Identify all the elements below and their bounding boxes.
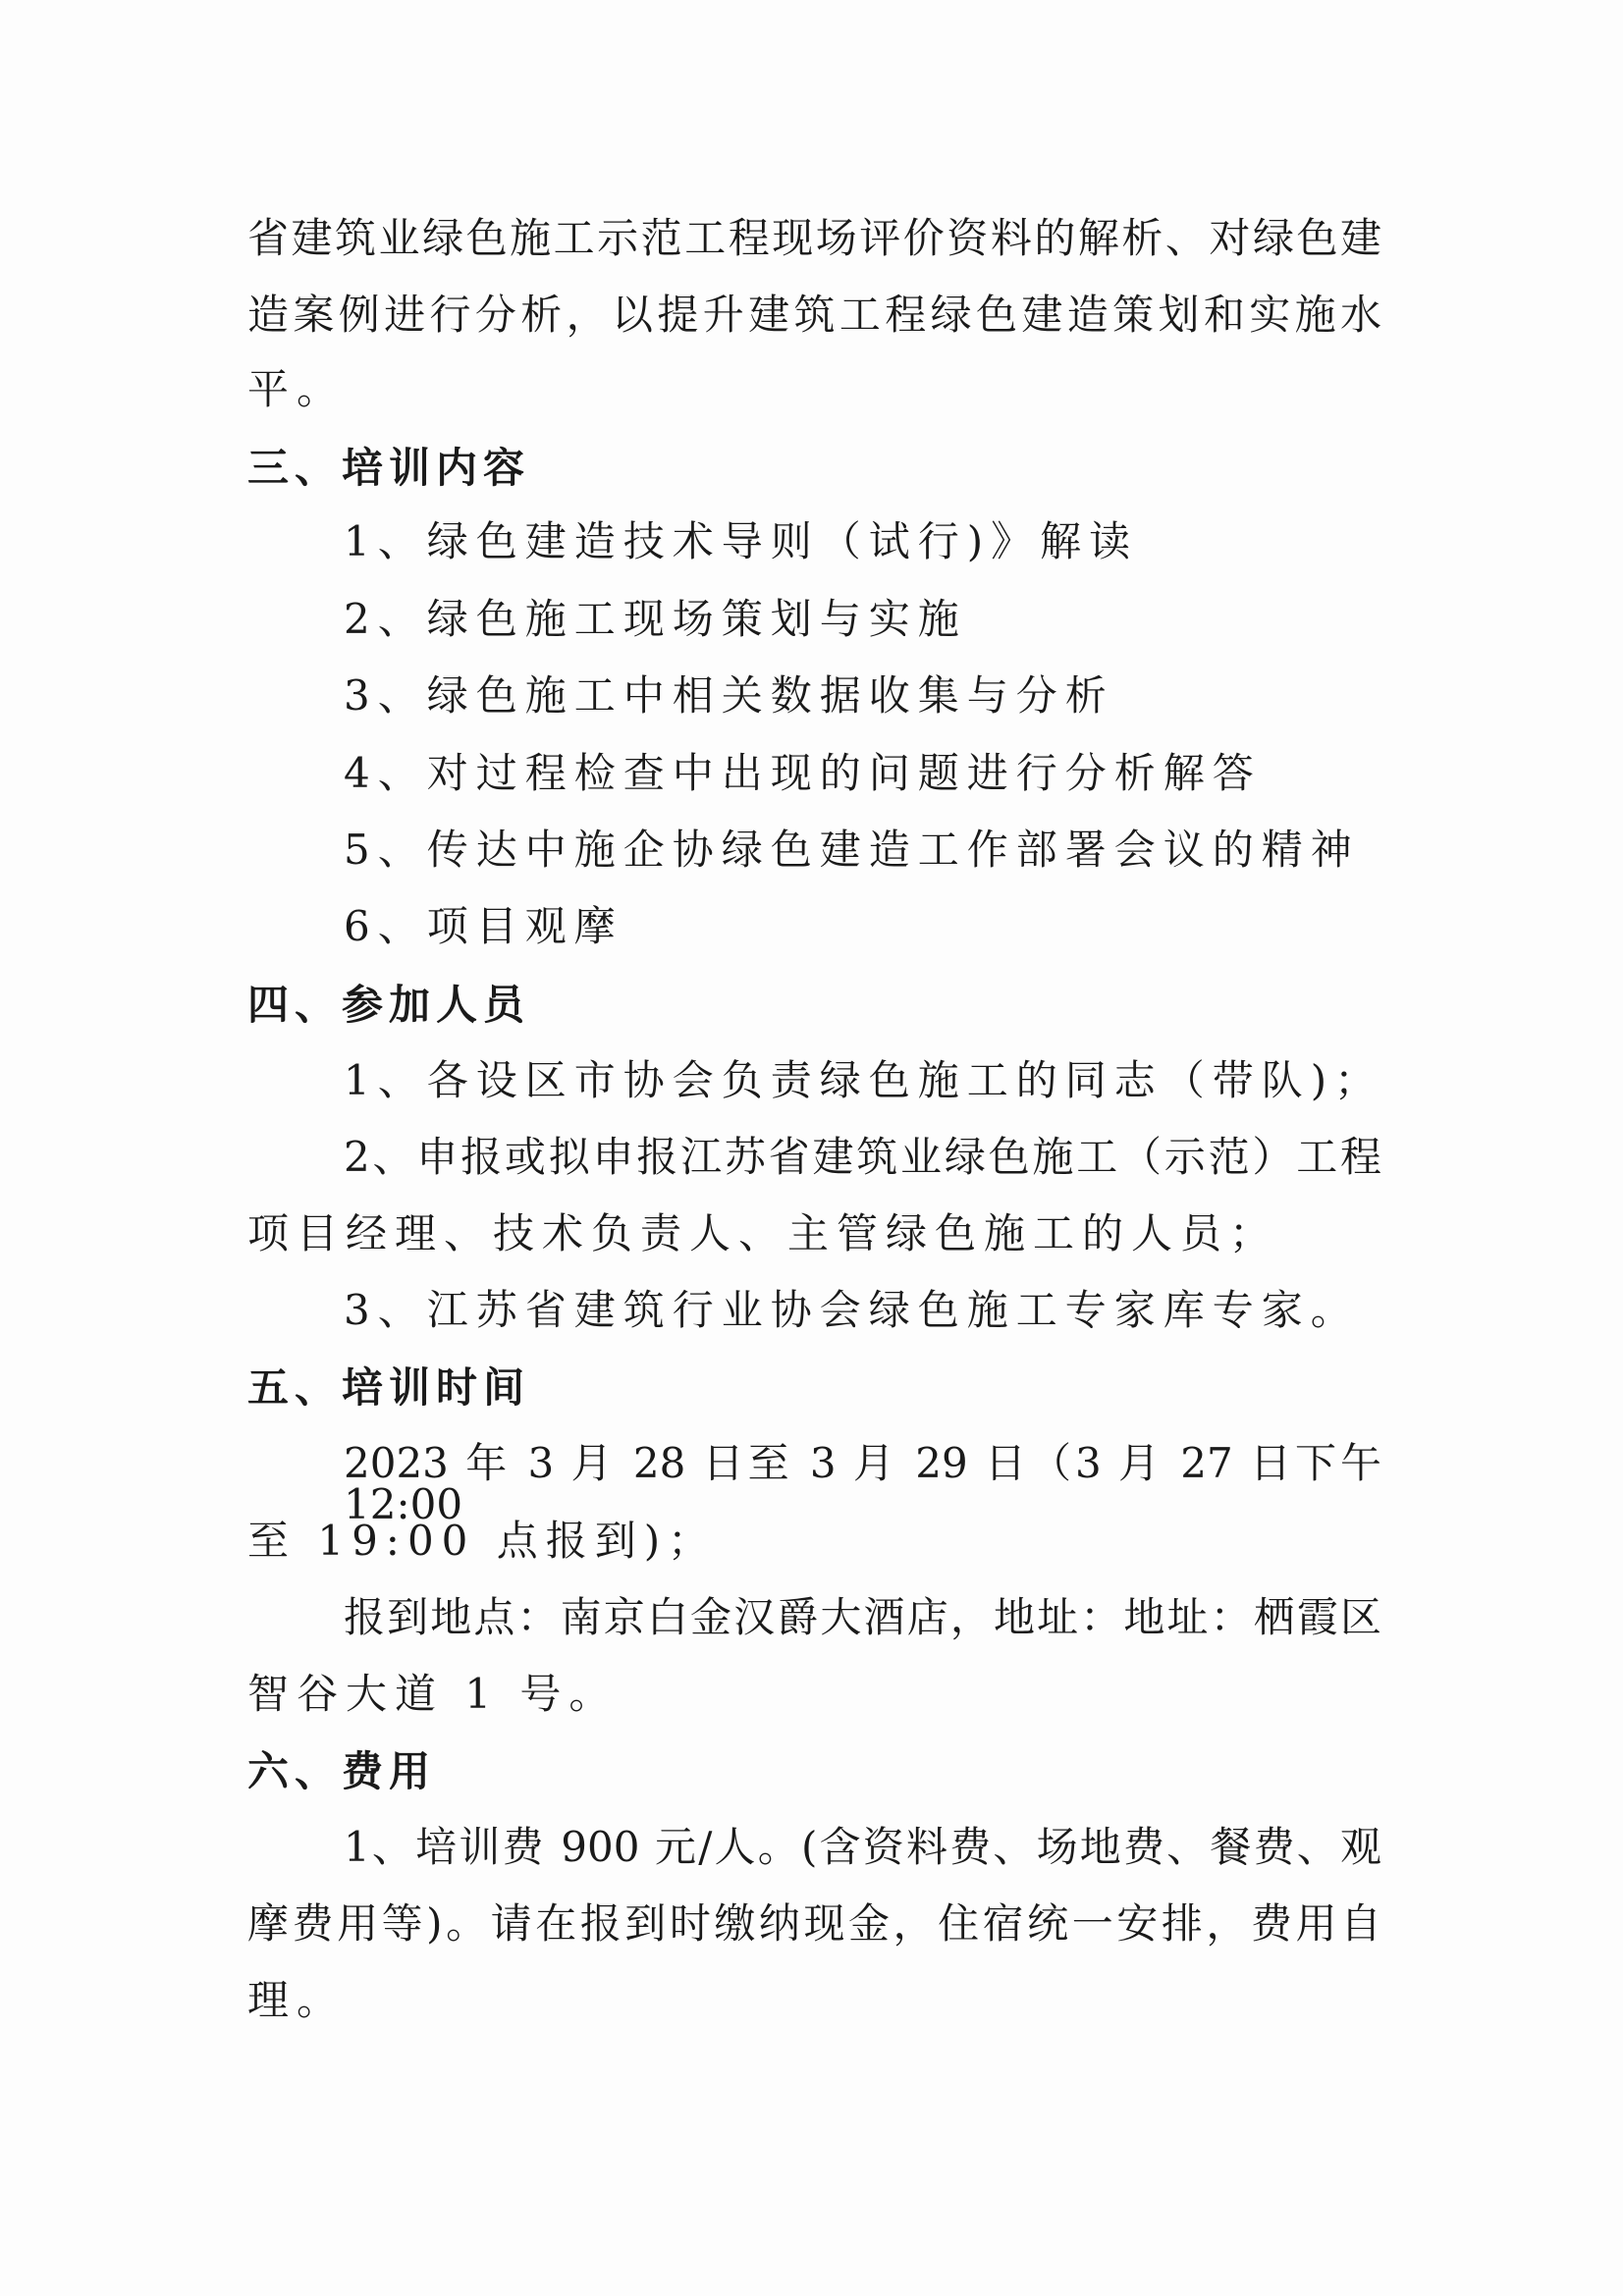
intro-line-3: 平。 [247, 365, 347, 413]
section-5-heading: 五、培训时间 [247, 1363, 531, 1412]
fee-line-1: 1、培训费 900 元/人。(含资料费、场地费、餐费、观 [344, 1823, 1381, 1871]
section-3-heading: 三、培训内容 [247, 444, 531, 492]
registration-place-line-2: 智谷大道 1 号。 [247, 1670, 619, 1718]
section-3-item-2: 2、绿色施工现场策划与实施 [344, 595, 967, 643]
section-4-heading: 四、参加人员 [247, 981, 531, 1029]
section-3-item-5: 5、传达中施企协绿色建造工作部署会议的精神 [344, 826, 1360, 874]
section-3-item-6: 6、项目观摩 [344, 902, 623, 950]
section-3-item-3: 3、绿色施工中相关数据收集与分析 [344, 671, 1114, 720]
training-time-line-2: 至 19:00 点报到)； [247, 1517, 718, 1565]
fee-line-2: 摩费用等)。请在报到时缴纳现金，住宿统一安排，费用自 [247, 1899, 1381, 1948]
section-4-item-2-line-2: 项目经理、技术负责人、主管绿色施工的人员； [247, 1209, 1279, 1257]
section-3-item-1: 1、绿色建造技术导则（试行)》解读 [344, 517, 1139, 565]
section-3-item-4: 4、对过程检查中出现的问题进行分析解答 [344, 749, 1262, 797]
intro-line-2: 造案例进行分析，以提升建筑工程绿色建造策划和实施水 [247, 291, 1381, 339]
fee-line-3: 理。 [247, 1976, 347, 2024]
section-4-item-1: 1、各设区市协会负责绿色施工的同志（带队)； [344, 1056, 1384, 1104]
section-6-heading: 六、费用 [247, 1747, 437, 1795]
registration-place-line-1: 报到地点：南京白金汉爵大酒店，地址：地址：栖霞区 [344, 1593, 1381, 1641]
section-4-item-2-line-1: 2、申报或拟申报江苏省建筑业绿色施工（示范）工程 [344, 1133, 1381, 1181]
training-time-line-1: 2023 年 3 月 28 日至 3 月 29 日（3 月 27 日下午 12:00 [344, 1439, 1381, 1528]
intro-line-1: 省建筑业绿色施工示范工程现场评价资料的解析、对绿色建 [247, 214, 1381, 262]
section-4-item-3: 3、江苏省建筑行业协会绿色施工专家库专家。 [344, 1286, 1360, 1334]
